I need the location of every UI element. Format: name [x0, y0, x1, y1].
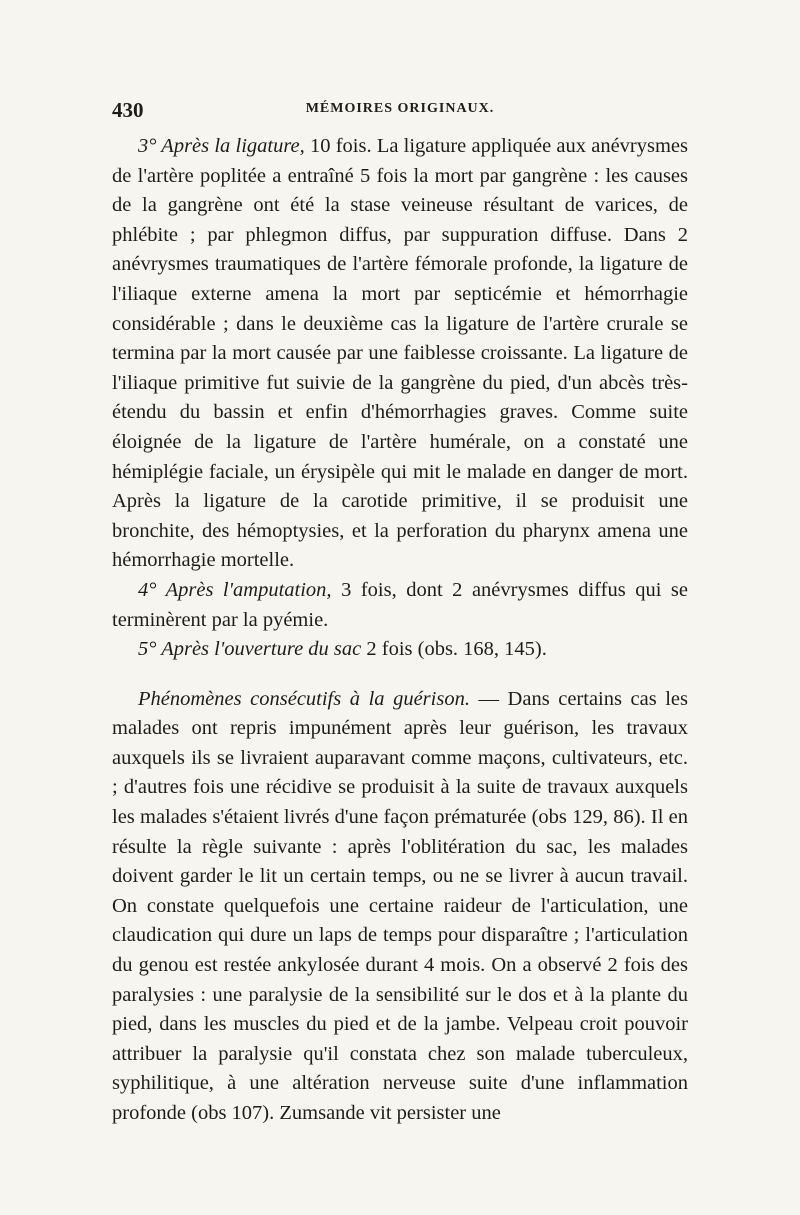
paragraph-label: 3° Après la ligature, — [138, 135, 305, 157]
paragraph-text: 2 fois (obs. 168, 145). — [361, 638, 547, 661]
paragraph-consecutive-phenomena — [112, 685, 688, 1129]
paragraph-after-amputation — [112, 576, 688, 635]
paragraph-label: Phénomènes consécutifs à la guérison. — [138, 687, 470, 710]
page-number: 430 — [112, 98, 144, 122]
paragraph-after-sac-opening — [112, 635, 688, 665]
running-head — [112, 98, 688, 124]
paragraph-label: 4° Après l'amputation, — [138, 578, 332, 601]
body-text — [112, 132, 688, 1129]
paragraph-text: 3 fois, dont 2 anévrysmes diffus qui se terminèrent par la pyémie. — [112, 578, 688, 631]
paragraph-text: 10 fois. La ligature appliquée aux anévrysmes de l'artère poplitée a entraîné 5 fois la mort par gangrène : les causes de la gangrène ont été la stase veineuse résultant de varices, de phlébite ; par phlegmon diffus, par suppuration diffuse. Dans 2 anévrysmes traumatiques de l'artère fémorale profonde, la ligature de l'iliaque externe amena la mort par septicémie et hémorrhagie considérable ; dans le deuxième cas la ligature de l'artère crurale se termina par la mort causée par une faiblesse croissante. La ligature de l'iliaque primitive fut suivie de la gangrène du pied, d'un abcès très-étendu du bassin et enfin d'hémorrhagies graves. Comme suite éloignée de la ligature de l'artère humérale, on a constaté une hémiplégie faciale, un érysipèle qui mit le malade en danger de mort. Après la ligature de la carotide primitive, il se produisit une bronchite, des hémoptysies, et la perforation du pharynx amena une hémorrhagie mortelle. — [112, 135, 688, 572]
paragraph-text: — Dans certains cas les malades ont repris impunément après leur guérison, les travaux auxquels ils se livraient auparavant comme maçons, cultivateurs, etc. ; d'autres fois une récidive se produisit à la suite de travaux auxquels les malades s'étaient livrés d'une façon prématurée (obs 129, 86). Il en résulte la règle suivante : après l'oblitération du sac, les malades doivent garder le lit un certain temps, ou ne se livrer à aucun travail. On constate quelquefois une certaine raideur de l'articulation, une claudication qui dure un laps de temps pour disparaître ; l'articulation du genou est restée ankylosée durant 4 mois. On a observé 2 fois des paralysies : une paralysie de la sensibilité sur le dos et à la plante du pied, dans les muscles du pied et de la jambe. Velpeau croit pouvoir attribuer la paralysie qu'il constata chez son malade tuberculeux, syphilitique, à une altération nerveuse suite d'une inflammation profonde (obs 107). Zumsande vit persister une — [112, 687, 688, 1124]
running-title: MÉMOIRES ORIGINAUX. — [305, 101, 495, 116]
paragraph-after-ligature — [112, 132, 688, 576]
paragraph-label: 5° Après l'ouverture du sac — [138, 638, 362, 661]
